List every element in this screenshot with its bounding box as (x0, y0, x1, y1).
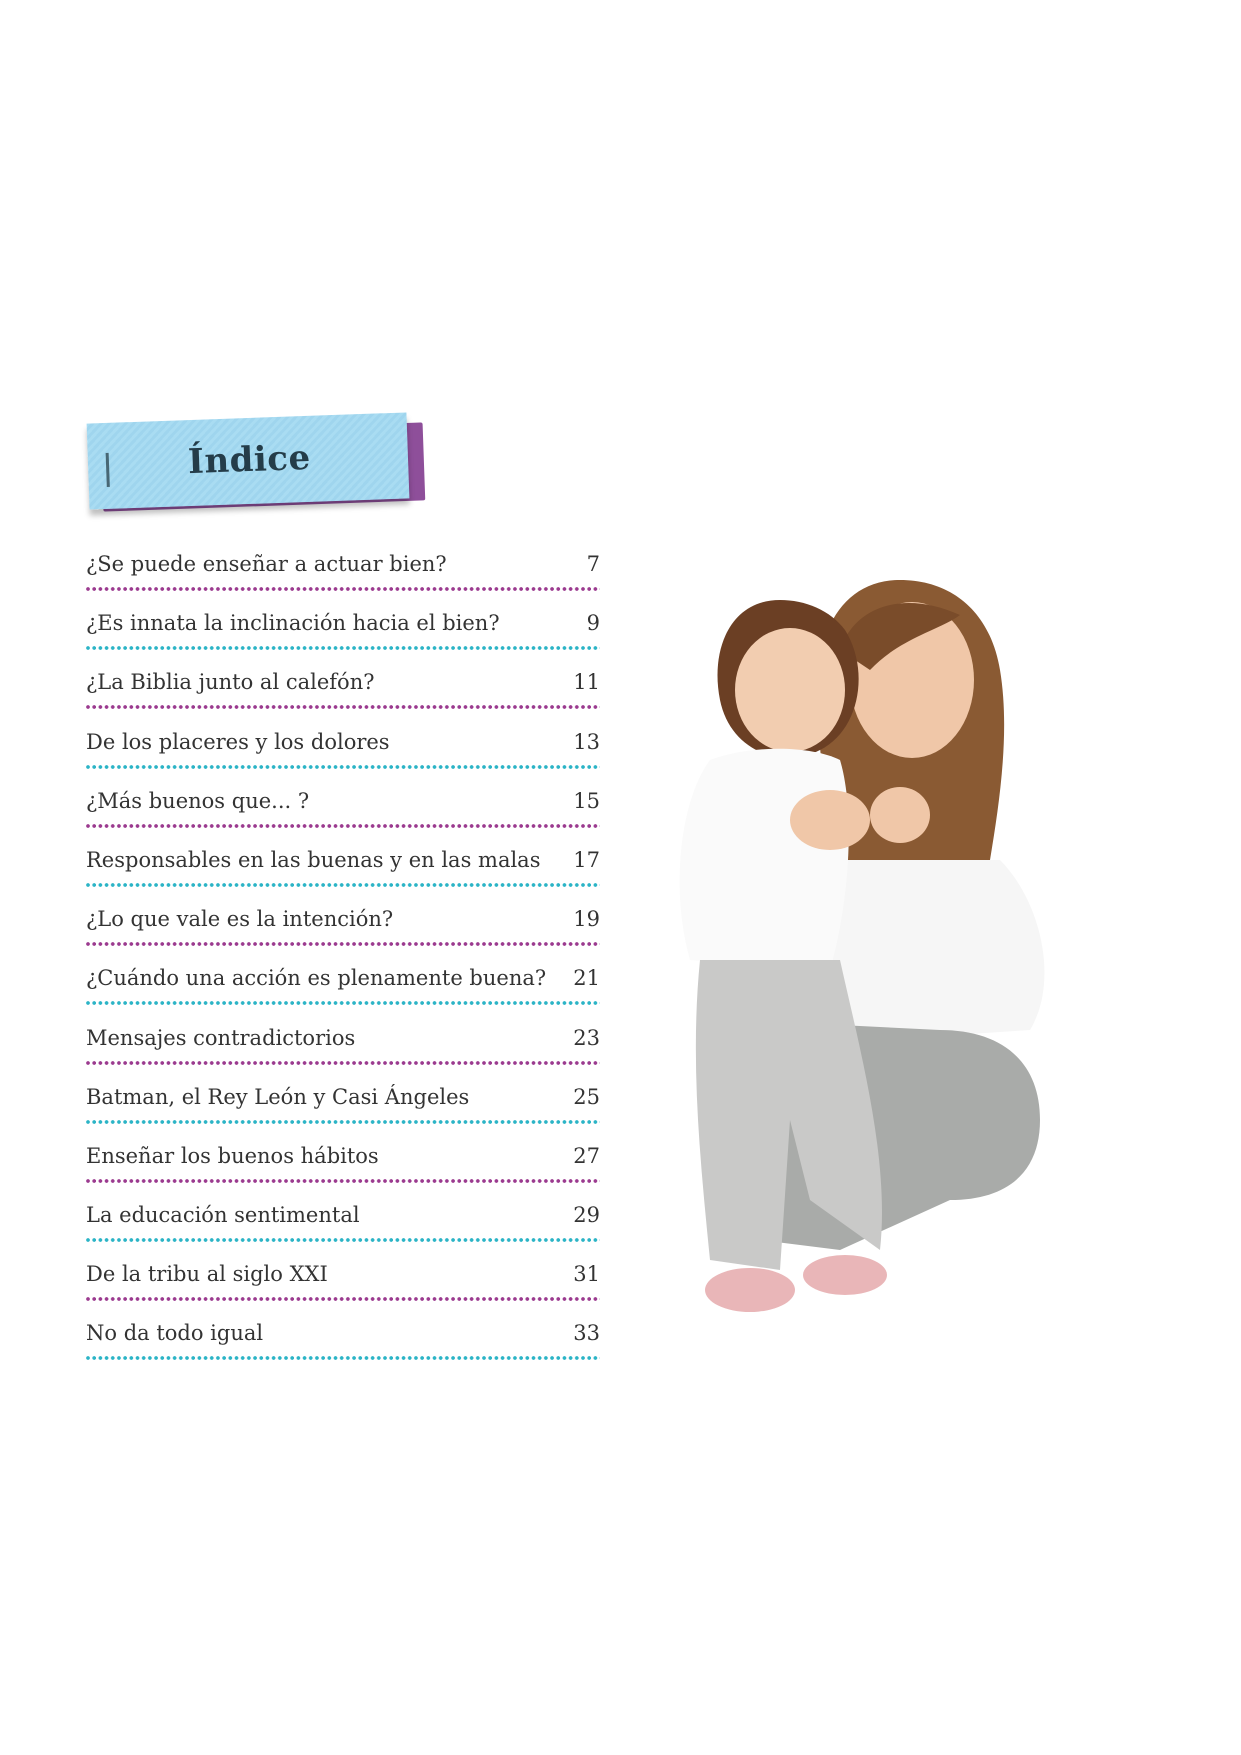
toc-entry-title: ¿Es innata la inclinación hacia el bien? (86, 611, 500, 636)
toc-entry-title: Mensajes contradictorios (86, 1025, 356, 1050)
toc-entry-page: 17 (573, 847, 600, 872)
toc-entry-title: De la tribu al siglo XXI (86, 1262, 328, 1287)
table-of-contents (86, 530, 600, 1359)
toc-entry (86, 708, 600, 767)
toc-entry-page: 27 (573, 1143, 600, 1168)
toc-entry (86, 885, 600, 944)
toc-entry-page: 11 (573, 670, 600, 695)
toc-entry-title: ¿Cuándo una acción es plenamente buena? (86, 966, 547, 991)
toc-entry-page: 29 (573, 1203, 600, 1228)
index-title-tab (88, 418, 428, 518)
toc-entry-page: 25 (573, 1084, 600, 1109)
toc-entry (86, 1122, 600, 1181)
toc-entry (86, 767, 600, 826)
toc-entry-title: ¿Lo que vale es la intención? (86, 907, 394, 932)
toc-entry-page: 9 (586, 611, 600, 636)
toc-entry-page: 21 (573, 966, 600, 991)
toc-entry-page: 15 (573, 788, 600, 813)
toc-entry-title: ¿Más buenos que... ? (86, 788, 310, 813)
toc-entry (86, 1240, 600, 1299)
toc-entry-page: 33 (573, 1321, 600, 1346)
toc-entry-title: De los placeres y los dolores (86, 729, 390, 754)
toc-entry (86, 1004, 600, 1063)
toc-entry-title: ¿La Biblia junto al calefón? (86, 670, 375, 695)
page-title: Índice (187, 437, 312, 483)
toc-entry-page: 7 (586, 552, 600, 576)
toc-entry (86, 826, 600, 885)
toc-entry (86, 1299, 600, 1358)
toc-entry-title: ¿Se puede enseñar a actuar bien? (86, 552, 447, 576)
toc-entry (86, 648, 600, 707)
toc-entry (86, 1181, 600, 1240)
toc-entry-title: Responsables en las buenas y en las malas (86, 847, 541, 872)
dotted-divider (86, 1356, 600, 1360)
toc-entry (86, 1063, 600, 1122)
tab-mark (106, 453, 110, 487)
toc-entry-page: 31 (573, 1262, 600, 1287)
toc-entry-page: 19 (573, 907, 600, 932)
toc-entry (86, 944, 600, 1003)
toc-entry-title: Enseñar los buenos hábitos (86, 1143, 379, 1168)
toc-entry-title: No da todo igual (86, 1321, 264, 1346)
mother-child-photo (640, 560, 1100, 1360)
toc-entry-page: 23 (573, 1025, 600, 1050)
toc-entry-title: La educación sentimental (86, 1203, 360, 1228)
toc-entry (86, 589, 600, 648)
toc-entry-page: 13 (573, 729, 600, 754)
toc-entry-title: Batman, el Rey León y Casi Ángeles (86, 1084, 470, 1109)
toc-entry (86, 530, 600, 589)
